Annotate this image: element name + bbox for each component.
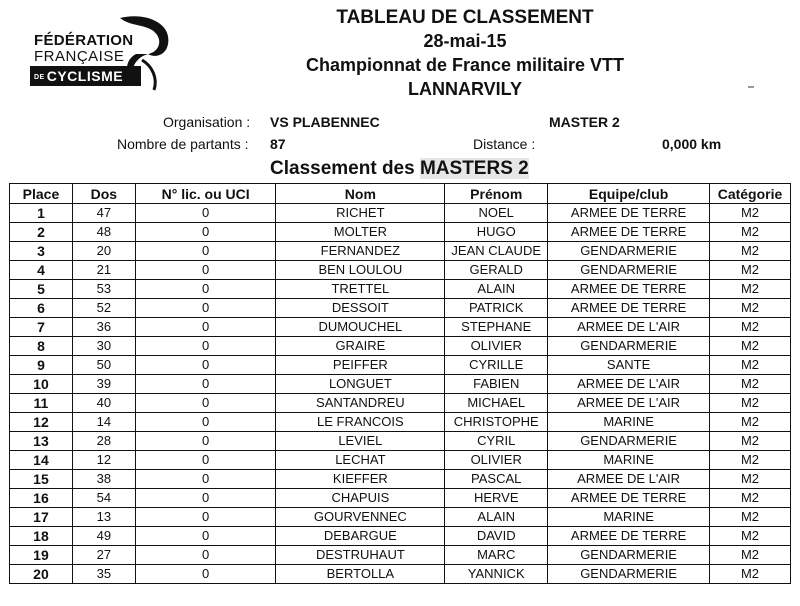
cell-equipe: ARMEE DE TERRE (548, 299, 710, 318)
cell-dos: 54 (72, 489, 135, 508)
organisation-value: VS PLABENNEC (270, 114, 380, 130)
column-header-dos: Dos (72, 184, 135, 204)
scan-mark (748, 86, 754, 88)
ffc-logo (22, 14, 182, 94)
cell-licence: 0 (135, 318, 276, 337)
cell-nom: BERTOLLA (276, 565, 445, 584)
cell-equipe: ARMEE DE TERRE (548, 489, 710, 508)
table-row (10, 565, 791, 584)
cell-dos: 35 (72, 565, 135, 584)
cell-equipe: ARMEE DE TERRE (548, 527, 710, 546)
cell-place: 10 (10, 375, 73, 394)
cell-equipe: ARMEE DE TERRE (548, 280, 710, 299)
cell-dos: 39 (72, 375, 135, 394)
cell-prenom: YANNICK (445, 565, 548, 584)
cell-prenom: OLIVIER (445, 451, 548, 470)
cell-prenom: CYRILLE (445, 356, 548, 375)
cell-place: 4 (10, 261, 73, 280)
column-header-categorie: Catégorie (710, 184, 791, 204)
cell-nom: LECHAT (276, 451, 445, 470)
cell-dos: 28 (72, 432, 135, 451)
cell-prenom: OLIVIER (445, 337, 548, 356)
cell-licence: 0 (135, 280, 276, 299)
cell-nom: LONGUET (276, 375, 445, 394)
cell-place: 7 (10, 318, 73, 337)
distance-value: 0,000 km (662, 136, 722, 152)
cell-categorie: M2 (710, 413, 791, 432)
cell-equipe: ARMEE DE TERRE (548, 223, 710, 242)
cell-categorie: M2 (710, 470, 791, 489)
cell-nom: PEIFFER (276, 356, 445, 375)
cell-licence: 0 (135, 489, 276, 508)
column-header-licence: N° lic. ou UCI (135, 184, 276, 204)
cell-categorie: M2 (710, 489, 791, 508)
cell-place: 14 (10, 451, 73, 470)
cell-dos: 21 (72, 261, 135, 280)
cell-licence: 0 (135, 432, 276, 451)
cell-prenom: PATRICK (445, 299, 548, 318)
cell-dos: 50 (72, 356, 135, 375)
table-row (10, 375, 791, 394)
header (180, 6, 750, 101)
cell-categorie: M2 (710, 432, 791, 451)
table-row (10, 470, 791, 489)
organisation-label: Organisation : (163, 114, 251, 130)
cell-dos: 30 (72, 337, 135, 356)
cell-place: 15 (10, 470, 73, 489)
cell-licence: 0 (135, 337, 276, 356)
cell-nom: LE FRANCOIS (276, 413, 445, 432)
cell-equipe: MARINE (548, 508, 710, 527)
cell-dos: 47 (72, 204, 135, 223)
cell-place: 19 (10, 546, 73, 565)
cell-equipe: SANTE (548, 356, 710, 375)
cell-place: 6 (10, 299, 73, 318)
cell-dos: 13 (72, 508, 135, 527)
cell-dos: 36 (72, 318, 135, 337)
cell-prenom: MICHAEL (445, 394, 548, 413)
cell-categorie: M2 (710, 318, 791, 337)
cell-categorie: M2 (710, 204, 791, 223)
cell-nom: TRETTEL (276, 280, 445, 299)
cell-categorie: M2 (710, 299, 791, 318)
cell-prenom: CYRIL (445, 432, 548, 451)
cell-place: 18 (10, 527, 73, 546)
cell-prenom: FABIEN (445, 375, 548, 394)
cell-licence: 0 (135, 242, 276, 261)
cell-nom: MOLTER (276, 223, 445, 242)
table-row (10, 394, 791, 413)
cell-categorie: M2 (710, 337, 791, 356)
table-row (10, 299, 791, 318)
cell-equipe: GENDARMERIE (548, 261, 710, 280)
cell-nom: RICHET (276, 204, 445, 223)
event-name: Championnat de France militaire VTT (305, 55, 625, 75)
cell-nom: LEVIEL (276, 432, 445, 451)
column-header-prenom: Prénom (445, 184, 548, 204)
cell-equipe: ARMEE DE L'AIR (548, 394, 710, 413)
column-header-place: Place (10, 184, 73, 204)
cell-place: 11 (10, 394, 73, 413)
distance-label: Distance : (473, 136, 536, 152)
cell-categorie: M2 (710, 223, 791, 242)
cell-equipe: GENDARMERIE (548, 242, 710, 261)
cell-place: 8 (10, 337, 73, 356)
cell-prenom: CHRISTOPHE (445, 413, 548, 432)
partants-value: 87 (270, 136, 286, 152)
cell-licence: 0 (135, 356, 276, 375)
logo-bar (30, 66, 141, 86)
cell-place: 1 (10, 204, 73, 223)
cell-prenom: JEAN CLAUDE (445, 242, 548, 261)
column-header-equipe: Equipe/club (548, 184, 710, 204)
table-row (10, 204, 791, 223)
cell-dos: 48 (72, 223, 135, 242)
table-row (10, 242, 791, 261)
table-row (10, 280, 791, 299)
cell-prenom: MARC (445, 546, 548, 565)
cell-prenom: ALAIN (445, 508, 548, 527)
ranking-subtitle (270, 158, 529, 180)
cell-categorie: M2 (710, 546, 791, 565)
cell-licence: 0 (135, 470, 276, 489)
cell-place: 9 (10, 356, 73, 375)
cell-categorie: M2 (710, 261, 791, 280)
cell-dos: 12 (72, 451, 135, 470)
cell-categorie: M2 (710, 242, 791, 261)
cell-equipe: MARINE (548, 413, 710, 432)
cell-licence: 0 (135, 565, 276, 584)
cell-categorie: M2 (710, 565, 791, 584)
table-header-row (10, 184, 791, 204)
cell-categorie: M2 (710, 451, 791, 470)
cell-prenom: NOEL (445, 204, 548, 223)
cell-categorie: M2 (710, 394, 791, 413)
cell-nom: SANTANDREU (276, 394, 445, 413)
column-header-nom: Nom (276, 184, 445, 204)
table-row (10, 546, 791, 565)
cell-equipe: GENDARMERIE (548, 565, 710, 584)
cell-equipe: MARINE (548, 451, 710, 470)
logo-line1: FÉDÉRATION (34, 32, 134, 49)
cell-prenom: ALAIN (445, 280, 548, 299)
partants-label: Nombre de partants : (117, 136, 249, 152)
cell-licence: 0 (135, 394, 276, 413)
logo-line2: FRANÇAISE (34, 48, 125, 65)
cell-categorie: M2 (710, 375, 791, 394)
results-table (9, 183, 791, 584)
cell-prenom: DAVID (445, 527, 548, 546)
cell-dos: 53 (72, 280, 135, 299)
cell-licence: 0 (135, 527, 276, 546)
table-row (10, 451, 791, 470)
cell-licence: 0 (135, 299, 276, 318)
cell-licence: 0 (135, 204, 276, 223)
category-value: MASTER 2 (549, 114, 620, 130)
cell-licence: 0 (135, 451, 276, 470)
cell-nom: BEN LOULOU (276, 261, 445, 280)
logo-bar-prefix: DE (34, 73, 45, 81)
cell-dos: 52 (72, 299, 135, 318)
cell-place: 20 (10, 565, 73, 584)
subtitle-prefix: Classement des (270, 158, 420, 179)
cell-prenom: STEPHANE (445, 318, 548, 337)
cell-licence: 0 (135, 508, 276, 527)
cell-licence: 0 (135, 413, 276, 432)
table-row (10, 489, 791, 508)
cell-licence: 0 (135, 375, 276, 394)
cell-categorie: M2 (710, 356, 791, 375)
cell-place: 16 (10, 489, 73, 508)
cell-prenom: HERVE (445, 489, 548, 508)
cell-nom: CHAPUIS (276, 489, 445, 508)
cell-licence: 0 (135, 223, 276, 242)
cell-place: 13 (10, 432, 73, 451)
table-body (10, 204, 791, 584)
table-row (10, 508, 791, 527)
cell-place: 17 (10, 508, 73, 527)
cell-categorie: M2 (710, 508, 791, 527)
table-row (10, 318, 791, 337)
cell-nom: DEBARGUE (276, 527, 445, 546)
cell-prenom: HUGO (445, 223, 548, 242)
cell-prenom: PASCAL (445, 470, 548, 489)
event-date: 28-mai-15 (423, 31, 507, 51)
event-location: LANNARVILY (407, 79, 523, 99)
table-row (10, 527, 791, 546)
cell-categorie: M2 (710, 527, 791, 546)
logo-bar-text: CYCLISME (46, 68, 124, 84)
cell-nom: DESSOIT (276, 299, 445, 318)
cell-prenom: GERALD (445, 261, 548, 280)
table-row (10, 223, 791, 242)
cell-place: 5 (10, 280, 73, 299)
cell-place: 2 (10, 223, 73, 242)
cell-nom: KIEFFER (276, 470, 445, 489)
cell-dos: 38 (72, 470, 135, 489)
cell-equipe: ARMEE DE L'AIR (548, 318, 710, 337)
table-row (10, 261, 791, 280)
cell-equipe: GENDARMERIE (548, 432, 710, 451)
table-row (10, 356, 791, 375)
cell-nom: GOURVENNEC (276, 508, 445, 527)
cell-place: 12 (10, 413, 73, 432)
table-row (10, 413, 791, 432)
cell-equipe: GENDARMERIE (548, 546, 710, 565)
cell-dos: 49 (72, 527, 135, 546)
cell-dos: 14 (72, 413, 135, 432)
cell-place: 3 (10, 242, 73, 261)
table-row (10, 432, 791, 451)
page-title: TABLEAU DE CLASSEMENT (336, 7, 594, 28)
cell-dos: 27 (72, 546, 135, 565)
cell-licence: 0 (135, 261, 276, 280)
cell-dos: 20 (72, 242, 135, 261)
cell-dos: 40 (72, 394, 135, 413)
cell-nom: FERNANDEZ (276, 242, 445, 261)
cell-equipe: ARMEE DE TERRE (548, 204, 710, 223)
cell-nom: DUMOUCHEL (276, 318, 445, 337)
cell-equipe: GENDARMERIE (548, 337, 710, 356)
cell-equipe: ARMEE DE L'AIR (548, 375, 710, 394)
subtitle-highlight: MASTERS 2 (419, 158, 529, 179)
cell-nom: DESTRUHAUT (276, 546, 445, 565)
cell-equipe: ARMEE DE L'AIR (548, 470, 710, 489)
cell-licence: 0 (135, 546, 276, 565)
cell-categorie: M2 (710, 280, 791, 299)
cell-nom: GRAIRE (276, 337, 445, 356)
table-row (10, 337, 791, 356)
